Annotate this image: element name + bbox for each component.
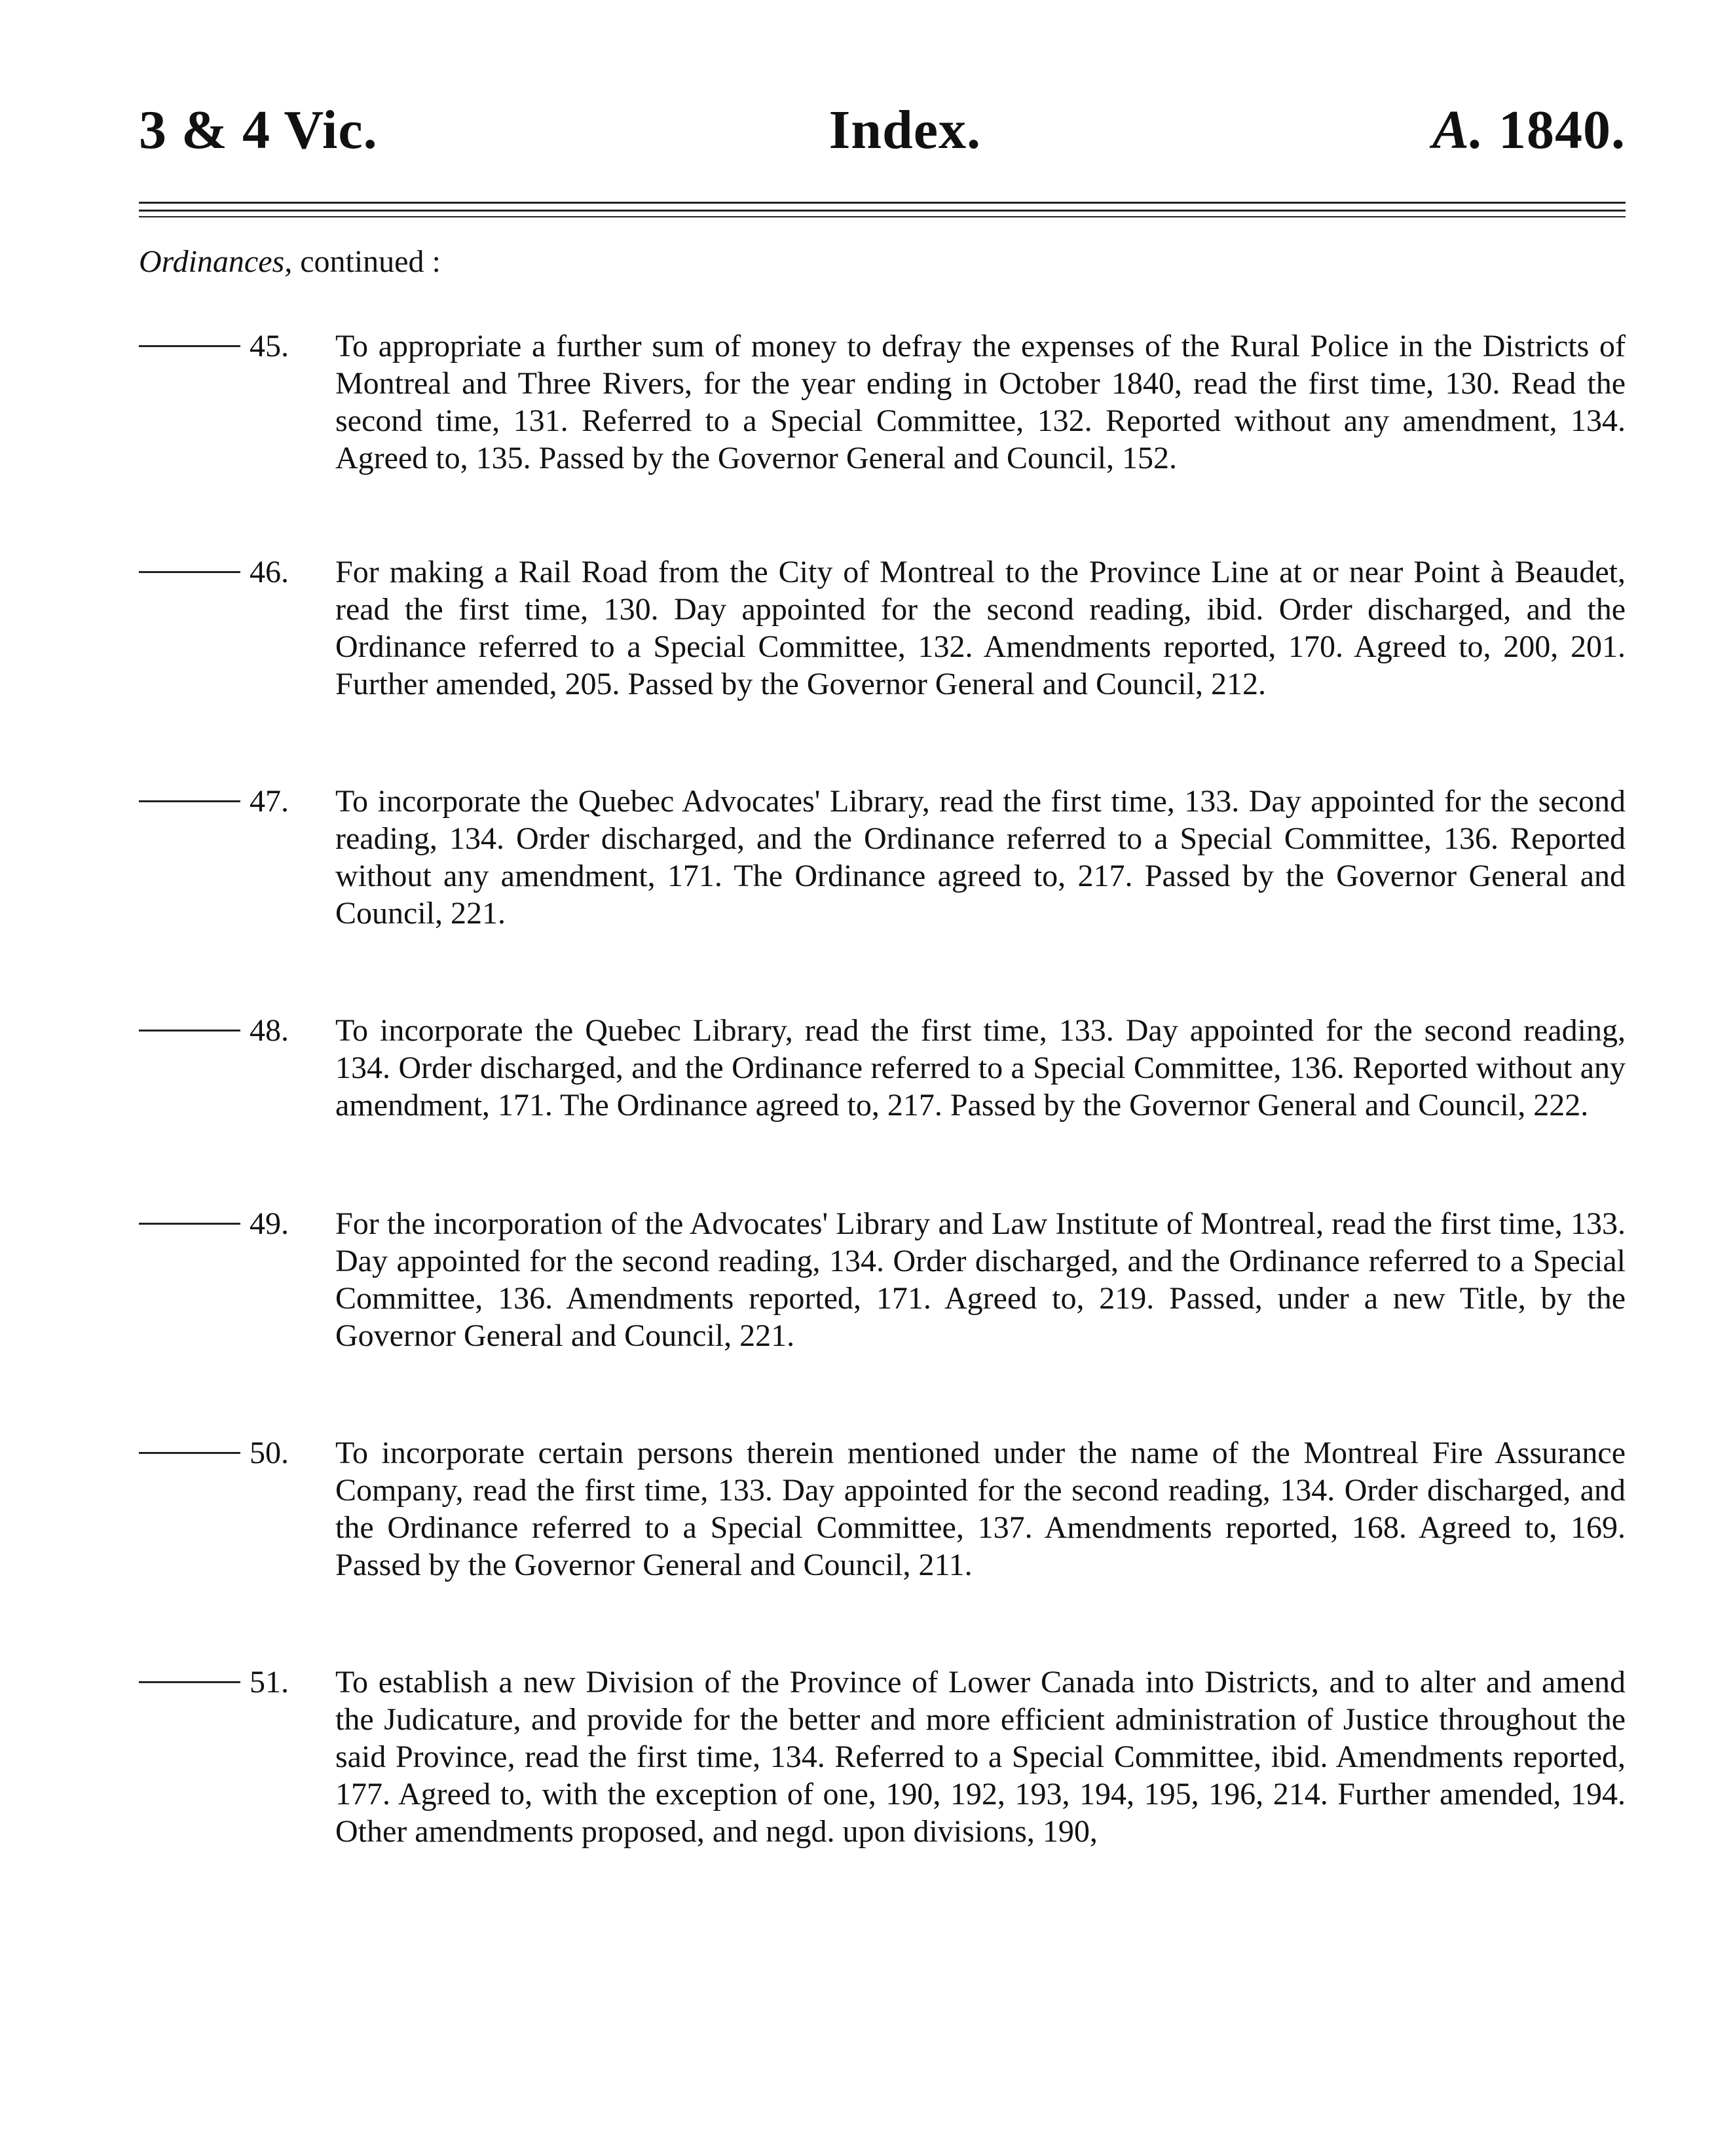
entry-text: For the incorporation of the Advocates' Library and Law Institute of Montreal, read the first time, 133. Day appointed for the second reading, 134. Order discharged, and the Ordinance referred to a Special Committee, 136. Amendments reported, 171. Agreed to, 219. Passed, under a new Title, by the Governor General and Council, 221. [335,1206,1626,1353]
index-entry-45 [139,327,1626,477]
header-rule-bottom [139,216,1626,217]
ditto-dash [139,800,240,802]
header-title: Index. [828,100,981,160]
section-suffix: continued : [292,244,441,279]
header-year-block [1432,98,1626,162]
entry-lead [139,327,335,365]
header-volume: 3 & 4 Vic. [139,100,378,160]
entry-lead [139,1012,335,1049]
section-title: Ordinances, [139,244,293,279]
index-entry-47 [139,783,1626,932]
index-entry-50 [139,1434,1626,1584]
entry-text: To establish a new Division of the Province of Lower Canada into Districts, and to alter and amend the Judicature, and provide for the better and more efficient administration of Justice throughout the said Province, read the first time, 134. Referred to a Special Committee, ibid. Amendments reported, 177. Agreed to, with the exception of one, 190, 192, 193, 194, 195, 196, 214. Further amended, 194. Other amendments proposed, and negd. upon divisions, 190, [335,1665,1626,1849]
entry-text: To incorporate the Quebec Library, read the first time, 133. Day appointed for the second reading, 134. Order discharged, and the Ordinance referred to a Special Committee, 136. Reported without any amendment, 171. The Ordinance agreed to, 217. Passed by the Governor General and Council, 222. [335,1013,1626,1123]
entry-lead [139,783,335,820]
ditto-dash [139,1681,240,1683]
entry-lead [139,1663,335,1701]
ditto-dash [139,1452,240,1454]
entry-text: To appropriate a further sum of money to defray the expenses of the Rural Police in the Districts of Montreal and Three Rivers, for the year ending in October 1840, read the first time, 130. Read the second time, 131. Referred to a Special Committee, 132. Reported without any amendment, 134. Agreed to, 135. Passed by the Governor General and Council, 152. [335,329,1626,475]
entry-text: For making a Rail Road from the City of Montreal to the Province Line at or near Point à Beaudet, read the first time, 130. Day appointed for the second reading, ibid. Order discharged, and the Ordinance referred to a Special Committee, 132. Amendments reported, 170. Agreed to, 200, 201. Further amended, 205. Passed by the Governor General and Council, 212. [335,555,1626,701]
index-entry-51 [139,1663,1626,1850]
page-header [139,98,1626,177]
entry-number: 50. [250,1436,289,1470]
entry-text: To incorporate the Quebec Advocates' Library, read the first time, 133. Day appointed for the second reading, 134. Order discharged, and the Ordinance referred to a Special Committee, 136. Reported without any amendment, 171. The Ordinance agreed to, 217. Passed by the Governor General and Council, 221. [335,784,1626,931]
entry-text: To incorporate certain persons therein mentioned under the name of the Montreal Fire Assurance Company, read the first time, 133. Day appointed for the second reading, 134. Order discharged, and the Ordinance referred to a Special Committee, 137. Amendments reported, 168. Agreed to, 169. Passed by the Governor General and Council, 211. [335,1436,1626,1582]
header-letter: A. [1432,100,1484,160]
ditto-dash [139,571,240,573]
header-rule-middle [139,210,1626,212]
entry-number: 47. [250,784,289,819]
header-year: 1840. [1498,100,1626,160]
index-entry-46 [139,553,1626,703]
index-entry-48 [139,1012,1626,1124]
entry-number: 51. [250,1665,289,1700]
header-rule-top [139,202,1626,204]
entry-number: 48. [250,1013,289,1048]
entry-number: 49. [250,1206,289,1241]
entry-lead [139,553,335,591]
index-entry-49 [139,1205,1626,1354]
ditto-dash [139,1030,240,1032]
entry-number: 46. [250,555,289,589]
ditto-dash [139,1223,240,1225]
ditto-dash [139,345,240,347]
entry-number: 45. [250,329,289,363]
entry-lead [139,1205,335,1242]
section-heading [139,244,441,280]
entry-lead [139,1434,335,1472]
